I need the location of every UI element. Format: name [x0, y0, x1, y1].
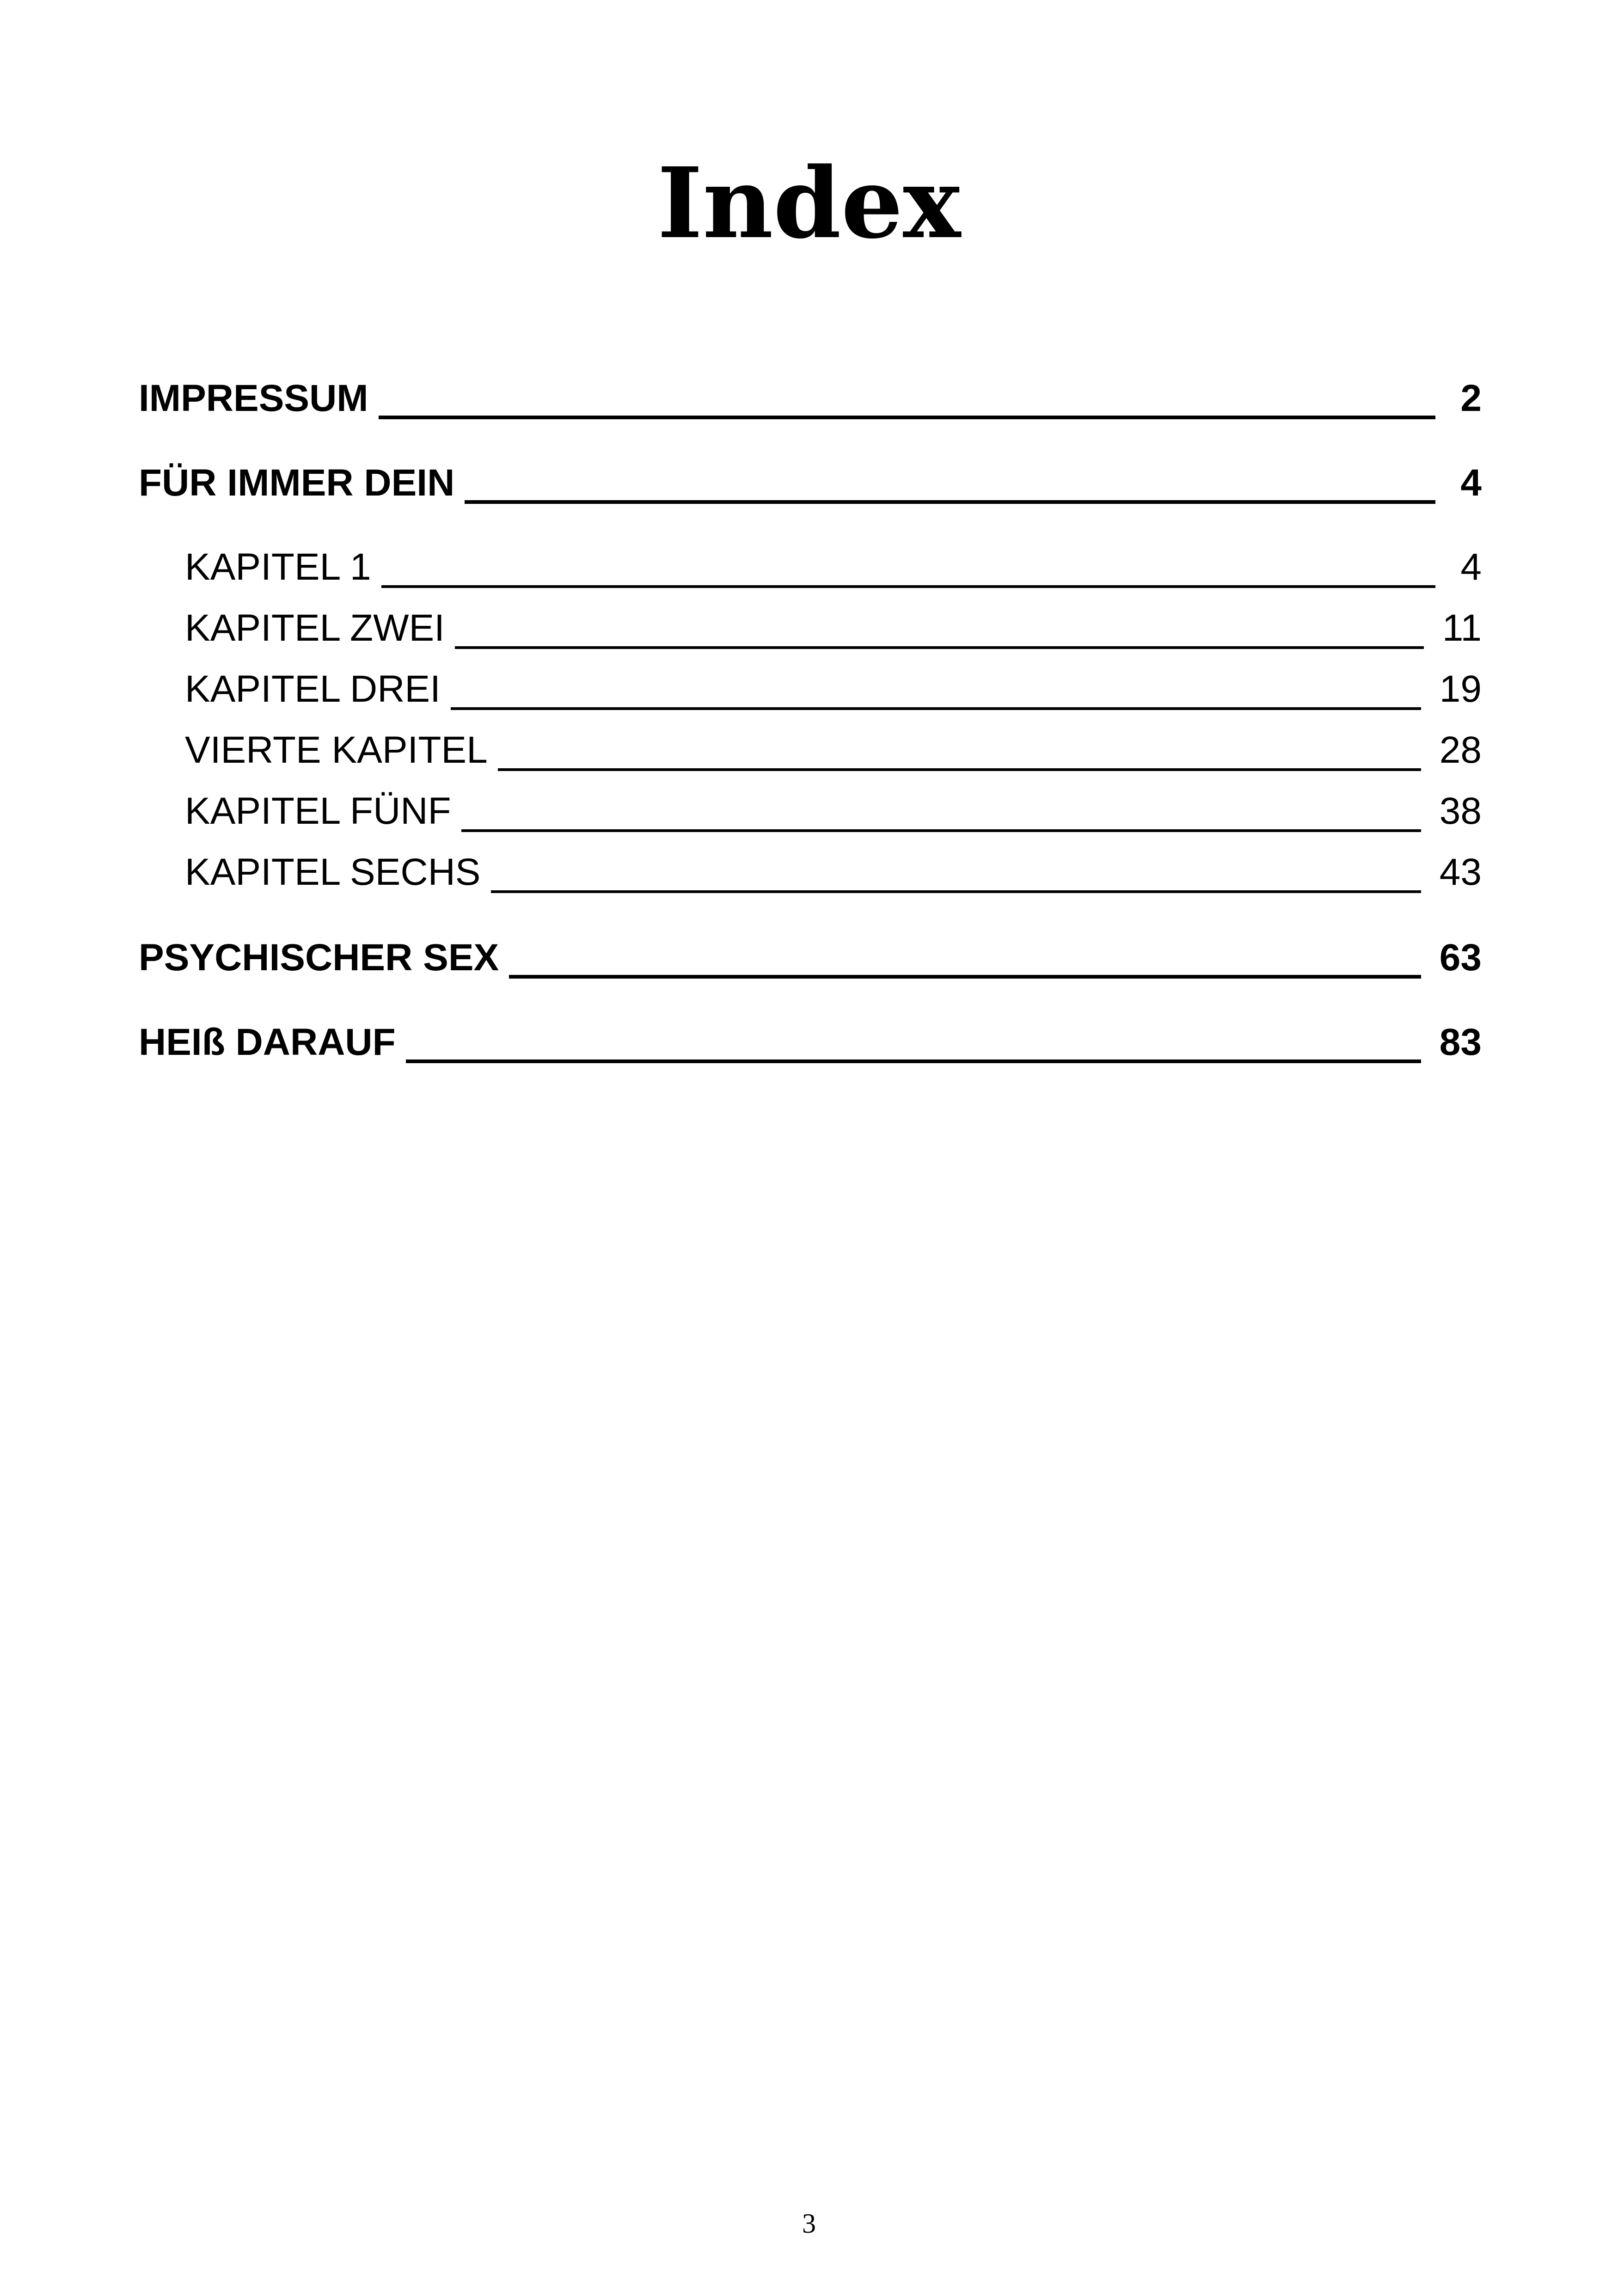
- page-number: 3: [802, 2208, 816, 2239]
- toc-entry-vierte-kapitel[interactable]: [185, 729, 1482, 779]
- toc-leader-line: [455, 646, 1424, 649]
- toc-entry-kapitel-1[interactable]: [185, 545, 1482, 596]
- toc-leader-line: [491, 890, 1421, 893]
- toc-entry-page: 83: [1439, 1021, 1482, 1063]
- toc-leader-line: [451, 707, 1421, 710]
- toc-leader-line: [461, 829, 1421, 832]
- toc-entry-page: 4: [1460, 462, 1482, 504]
- toc-entry-kapitel-fuenf[interactable]: [185, 790, 1482, 840]
- toc-leader-line: [406, 1059, 1421, 1063]
- toc-entry-page: 11: [1442, 607, 1482, 649]
- toc-entry-impressum[interactable]: [139, 377, 1482, 428]
- toc-entry-heiss-darauf[interactable]: [139, 1021, 1482, 1071]
- toc-entry-label: KAPITEL SECHS: [185, 851, 481, 893]
- toc-entry-label: KAPITEL ZWEI: [185, 607, 445, 649]
- toc-entry-page: 43: [1439, 851, 1482, 893]
- page-title: Index: [657, 146, 961, 260]
- toc-entry-label: KAPITEL DREI: [185, 668, 441, 710]
- toc-leader-line: [379, 416, 1435, 419]
- toc-entry-page: 28: [1439, 729, 1482, 771]
- toc-entry-label: PSYCHISCHER SEX: [139, 937, 499, 979]
- toc-entry-page: 2: [1460, 377, 1482, 419]
- toc-leader-line: [498, 768, 1421, 771]
- toc-entry-page: 38: [1439, 790, 1482, 832]
- toc-leader-line: [509, 975, 1421, 979]
- toc-leader-line: [381, 585, 1435, 588]
- toc-entry-label: IMPRESSUM: [139, 377, 368, 419]
- toc-entry-kapitel-drei[interactable]: [185, 667, 1482, 718]
- toc-entry-page: 19: [1439, 668, 1482, 710]
- toc-entry-label: FÜR IMMER DEIN: [139, 462, 455, 504]
- toc-entry-label: VIERTE KAPITEL: [185, 729, 488, 771]
- toc-entry-label: HEIß DARAUF: [139, 1021, 396, 1063]
- toc-entry-fuer-immer-dein[interactable]: [139, 461, 1482, 512]
- toc-leader-line: [465, 500, 1435, 504]
- toc-entry-psychischer-sex[interactable]: [139, 936, 1482, 987]
- toc-entry-label: KAPITEL FÜNF: [185, 790, 451, 832]
- toc-entry-kapitel-sechs[interactable]: [185, 851, 1482, 901]
- toc-entry-kapitel-zwei[interactable]: [185, 606, 1482, 657]
- toc-entry-page: 63: [1439, 937, 1482, 979]
- toc-entry-label: KAPITEL 1: [185, 546, 371, 588]
- toc-entry-page: 4: [1460, 546, 1482, 588]
